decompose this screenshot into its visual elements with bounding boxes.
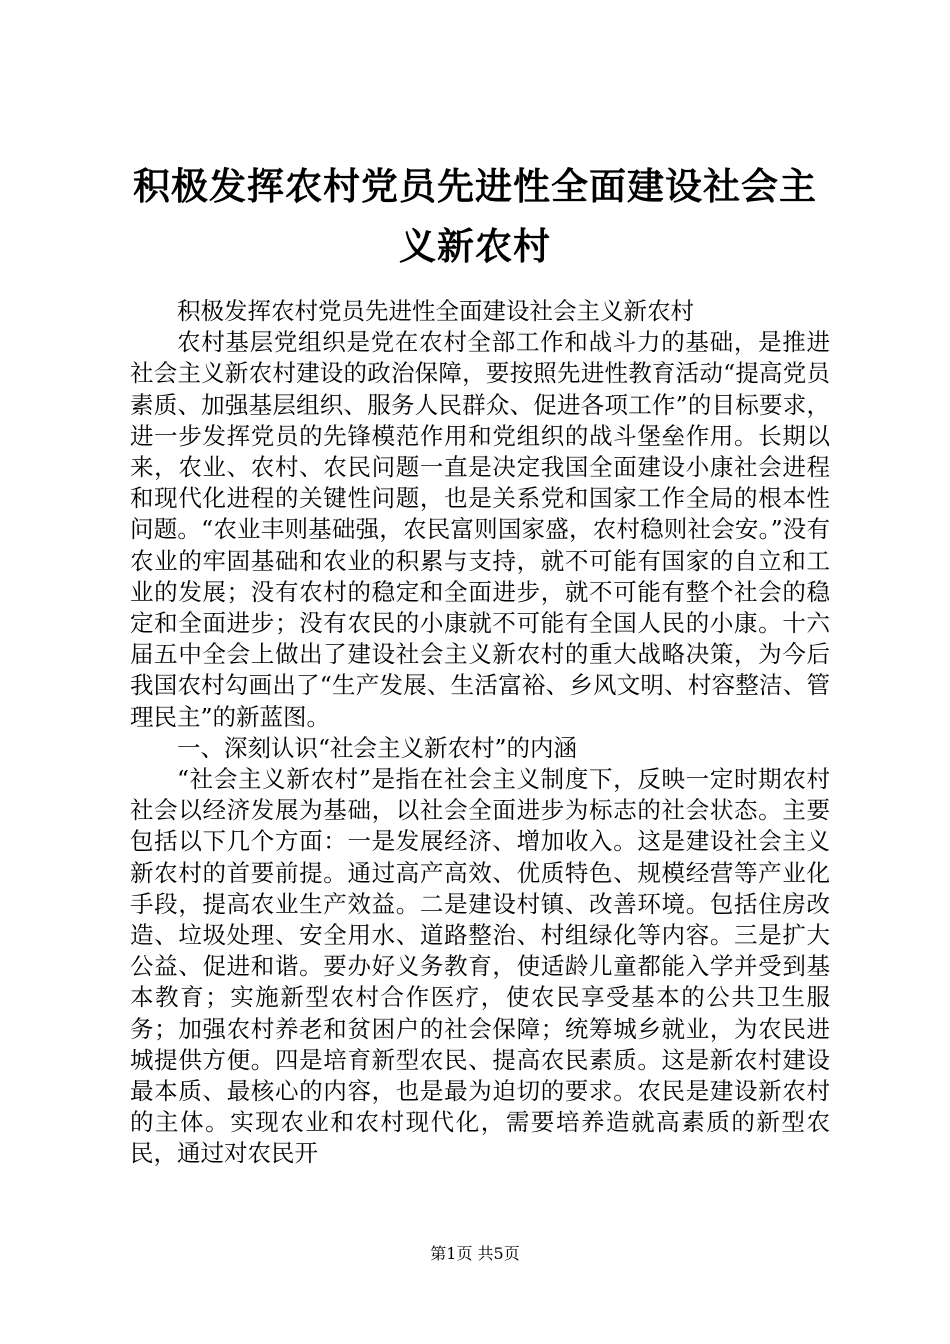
page-footer: 第1页 共5页 [430, 1244, 520, 1263]
paragraph-intro: 农村基层党组织是党在农村全部工作和战斗力的基础，是推进社会主义新农村建设的政治保障，要按照先进性教育活动“提高党员素质、加强基层组织、服务人民群众、促进各项工作”的目标要求，进一步发挥党员的先锋模范作用和党组织的战斗堡垒作用。长期以来，农业、农村、农民问题一直是决定我国全面建设小康社会进程和现代化进程的关键性问题，也是关系党和国家工作全局的根本性问题。“农业丰则基础强，农民富则国家盛，农村稳则社会安。”没有农业的牢固基础和农业的积累与支持，就不可能有国家的自立和工业的发展；没有农村的稳定和全面进步，就不可能有整个社会的稳定和全面进步；没有农民的小康就不可能有全国人民的小康。十六届五中全会上做出了建设社会主义新农村的重大战略决策，为今后我国农村勾画出了“生产发展、生活富裕、乡风文明、村容整洁、管理民主”的新蓝图。 [130, 328, 830, 731]
section-heading-1: 一、深刻认识“社会主义新农村”的内涵 [177, 733, 578, 762]
document-title: 积极发挥农村党员先进性全面建设社会主义新农村 [133, 164, 817, 268]
paragraph-subtitle: 积极发挥农村党员先进性全面建设社会主义新农村 [177, 297, 694, 325]
paragraph-section-1: “社会主义新农村”是指在社会主义制度下，反映一定时期农村社会以经济发展为基础，以社会全面进步为标志的社会状态。主要包括以下几个方面：一是发展经济、增加收入。这是建设社会主义新农村的首要前提。通过高产高效、优质特色、规模经营等产业化手段，提高农业生产效益。二是建设村镇、改善环境。包括住房改造、垃圾处理、安全用水、道路整治、村组绿化等内容。三是扩大公益、促进和谐。要办好义务教育，使适龄儿童都能入学并受到基本教育；实施新型农村合作医疗，使农民享受基本的公共卫生服务；加强农村养老和贫困户的社会保障；统筹城乡就业，为农民进城提供方便。四是培育新型农民、提高农民素质。这是新农村建设最本质、最核心的内容，也是最为迫切的要求。农民是建设新农村的主体。实现农业和农村现代化，需要培养造就高素质的新型农民，通过对农民开 [130, 765, 830, 1168]
document-body [130, 296, 830, 1170]
